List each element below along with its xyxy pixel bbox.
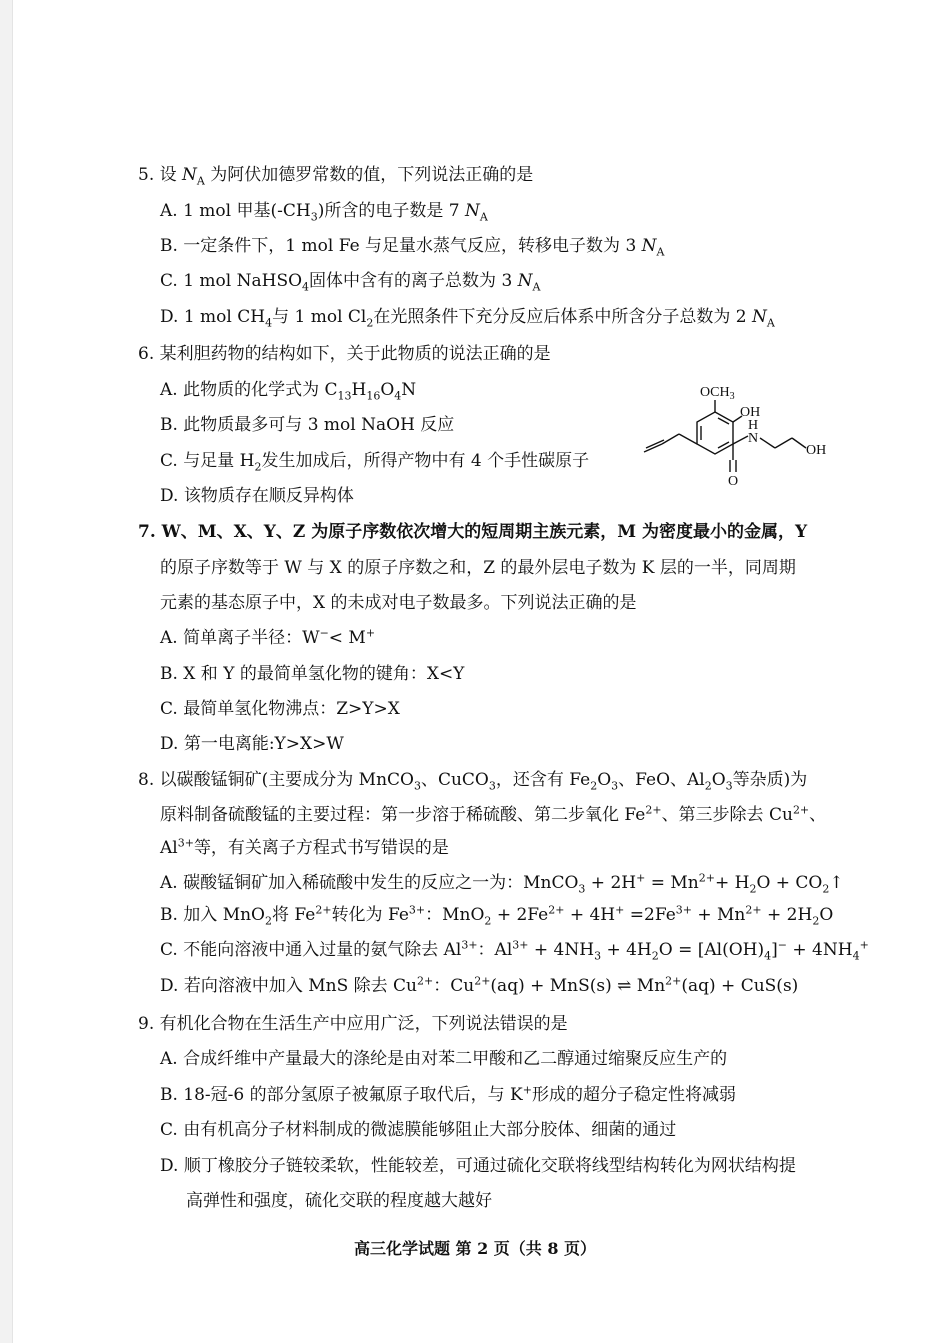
q9-option-d-line1: D. 顺丁橡胶分子链较柔软，性能较差，可通过硫化交联将线型结构转化为网状结构提 (160, 1156, 796, 1176)
q7-stem-line1: 7. W、M、X、Y、Z 为原子序数依次增大的短周期主族元素，M 为密度最小的金属，Y (138, 522, 808, 542)
q9-option-c: C. 由有机高分子材料制成的微滤膜能够阻止大部分胶体、细菌的通过 (160, 1120, 677, 1140)
mol-oh-label: OH (740, 405, 761, 420)
q7-option-c: C. 最简单氢化物沸点：Z>Y>X (160, 699, 400, 719)
q9-option-a: A. 合成纤维中产量最大的涤纶是由对苯二甲酸和乙二醇通过缩聚反应生产的 (160, 1049, 728, 1069)
q7-option-d: D. 第一电离能:Y>X>W (160, 734, 344, 754)
page-edge (0, 0, 13, 1343)
q8-option-d: D. 若向溶液中加入 MnS 除去 $Cu^{2+}$：$Cu^{2+}(aq) + MnS(s)$ ⇌ $Mn^{2+}(aq) + CuS(s)$ (160, 974, 799, 996)
q9-option-b: B. 18-冠-6 的部分氢原子被氟原子取代后，与 K+形成的超分子稳定性将减弱 (160, 1083, 736, 1105)
q7-option-a: A. 简单离子半径：W−< M+ (160, 626, 376, 648)
q8-stem-line1: 8. 以碳酸锰铜矿(主要成分为 MnCO$_3$、CuCO$_3$，还含有 $Fe_2O_3$、FeO、$Al_2O_3$等杂质)为 (138, 770, 808, 793)
q5-stem: 5. 设 $N_A$ 为阿伏加德罗常数的值，下列说法正确的是 (138, 165, 534, 188)
q7-stem-line2: 的原子序数等于 W 与 X 的原子序数之和，Z 的最外层电子数为 K 层的一半，同周期 (160, 558, 796, 578)
q5-option-b: B. 一定条件下，1 mol Fe 与足量水蒸气反应，转移电子数为 3 $N_A$ (160, 236, 665, 259)
q5-option-c: C. 1 mol NaHSO$_4$固体中含有的离子总数为 3 $N_A$ (160, 271, 541, 294)
q7-option-b: B. X 和 Y 的最简单氢化物的键角：X<Y (160, 664, 465, 684)
q9-stem: 9. 有机化合物在生活生产中应用广泛，下列说法错误的是 (138, 1014, 568, 1034)
q8-option-c: C. 不能向溶液中通入过量的氨气除去 $Al^{3+}$：$Al^{3+} + 4NH_3 + 4H_2O = [Al(OH)_4]^- + 4NH_4^+$ (160, 938, 869, 963)
q6-stem: 6. 某利胆药物的结构如下，关于此物质的说法正确的是 (138, 344, 551, 364)
mol-h-label: H (748, 418, 759, 433)
q8-option-a: A. 碳酸锰铜矿加入稀硫酸中发生的反应之一为：MnCO$_3$ + $2H^+ = Mn^{2+}+ H_2O$ + $CO_2↑$ (160, 871, 844, 896)
mol-carbonyl-o-label: O (728, 474, 739, 487)
mol-och3-label: $OCH_3$ (700, 385, 735, 402)
q6-option-b: B. 此物质最多可与 3 mol NaOH 反应 (160, 415, 455, 435)
q6-option-d: D. 该物质存在顺反异构体 (160, 486, 354, 506)
q5-option-a: A. 1 mol 甲基$(-CH_3)$所含的电子数是 7 $N_A$ (160, 201, 488, 224)
q5-option-d: D. 1 mol $CH_4$与 1 mol $Cl_2$在光照条件下充分反应后体系中所含分子总数为 2 $N_A$ (160, 307, 775, 330)
q8-stem-line2: 原料制备硫酸锰的主要过程：第一步溶于稀硫酸、第二步氧化 $Fe^{2+}$、第三步除去 $Cu^{2+}$、 (160, 803, 827, 825)
page-footer: 高三化学试题 第 2 页（共 8 页） (353, 1239, 597, 1258)
q6-option-c: C. 与足量 $H_2$发生加成后，所得产物中有 4 个手性碳原子 (160, 451, 590, 474)
q8-stem-line3: $Al^{3+}$等，有关离子方程式书写错误的是 (160, 836, 449, 858)
q9-option-d-line2: 高弹性和强度，硫化交联的程度越大越好 (186, 1191, 492, 1211)
mol-n-label: N (748, 431, 759, 446)
q6-option-a: A. 此物质的化学式为 $C_{13}H_{16}O_4N$ (160, 380, 417, 403)
q7-stem-line3: 元素的基态原子中，X 的未成对电子数最多。下列说法正确的是 (160, 593, 637, 613)
q8-option-b: B. 加入 MnO$_2$将 $Fe^{2+}$转化为 $Fe^{3+}$：$MnO_2 + 2Fe^{2+} + 4H^+ =2Fe^{3+} + Mn^{2+} + 2H_2O$ (160, 903, 834, 928)
molecule-structure-diagram (620, 382, 840, 487)
mol-oh-terminal-label: OH (806, 443, 827, 458)
